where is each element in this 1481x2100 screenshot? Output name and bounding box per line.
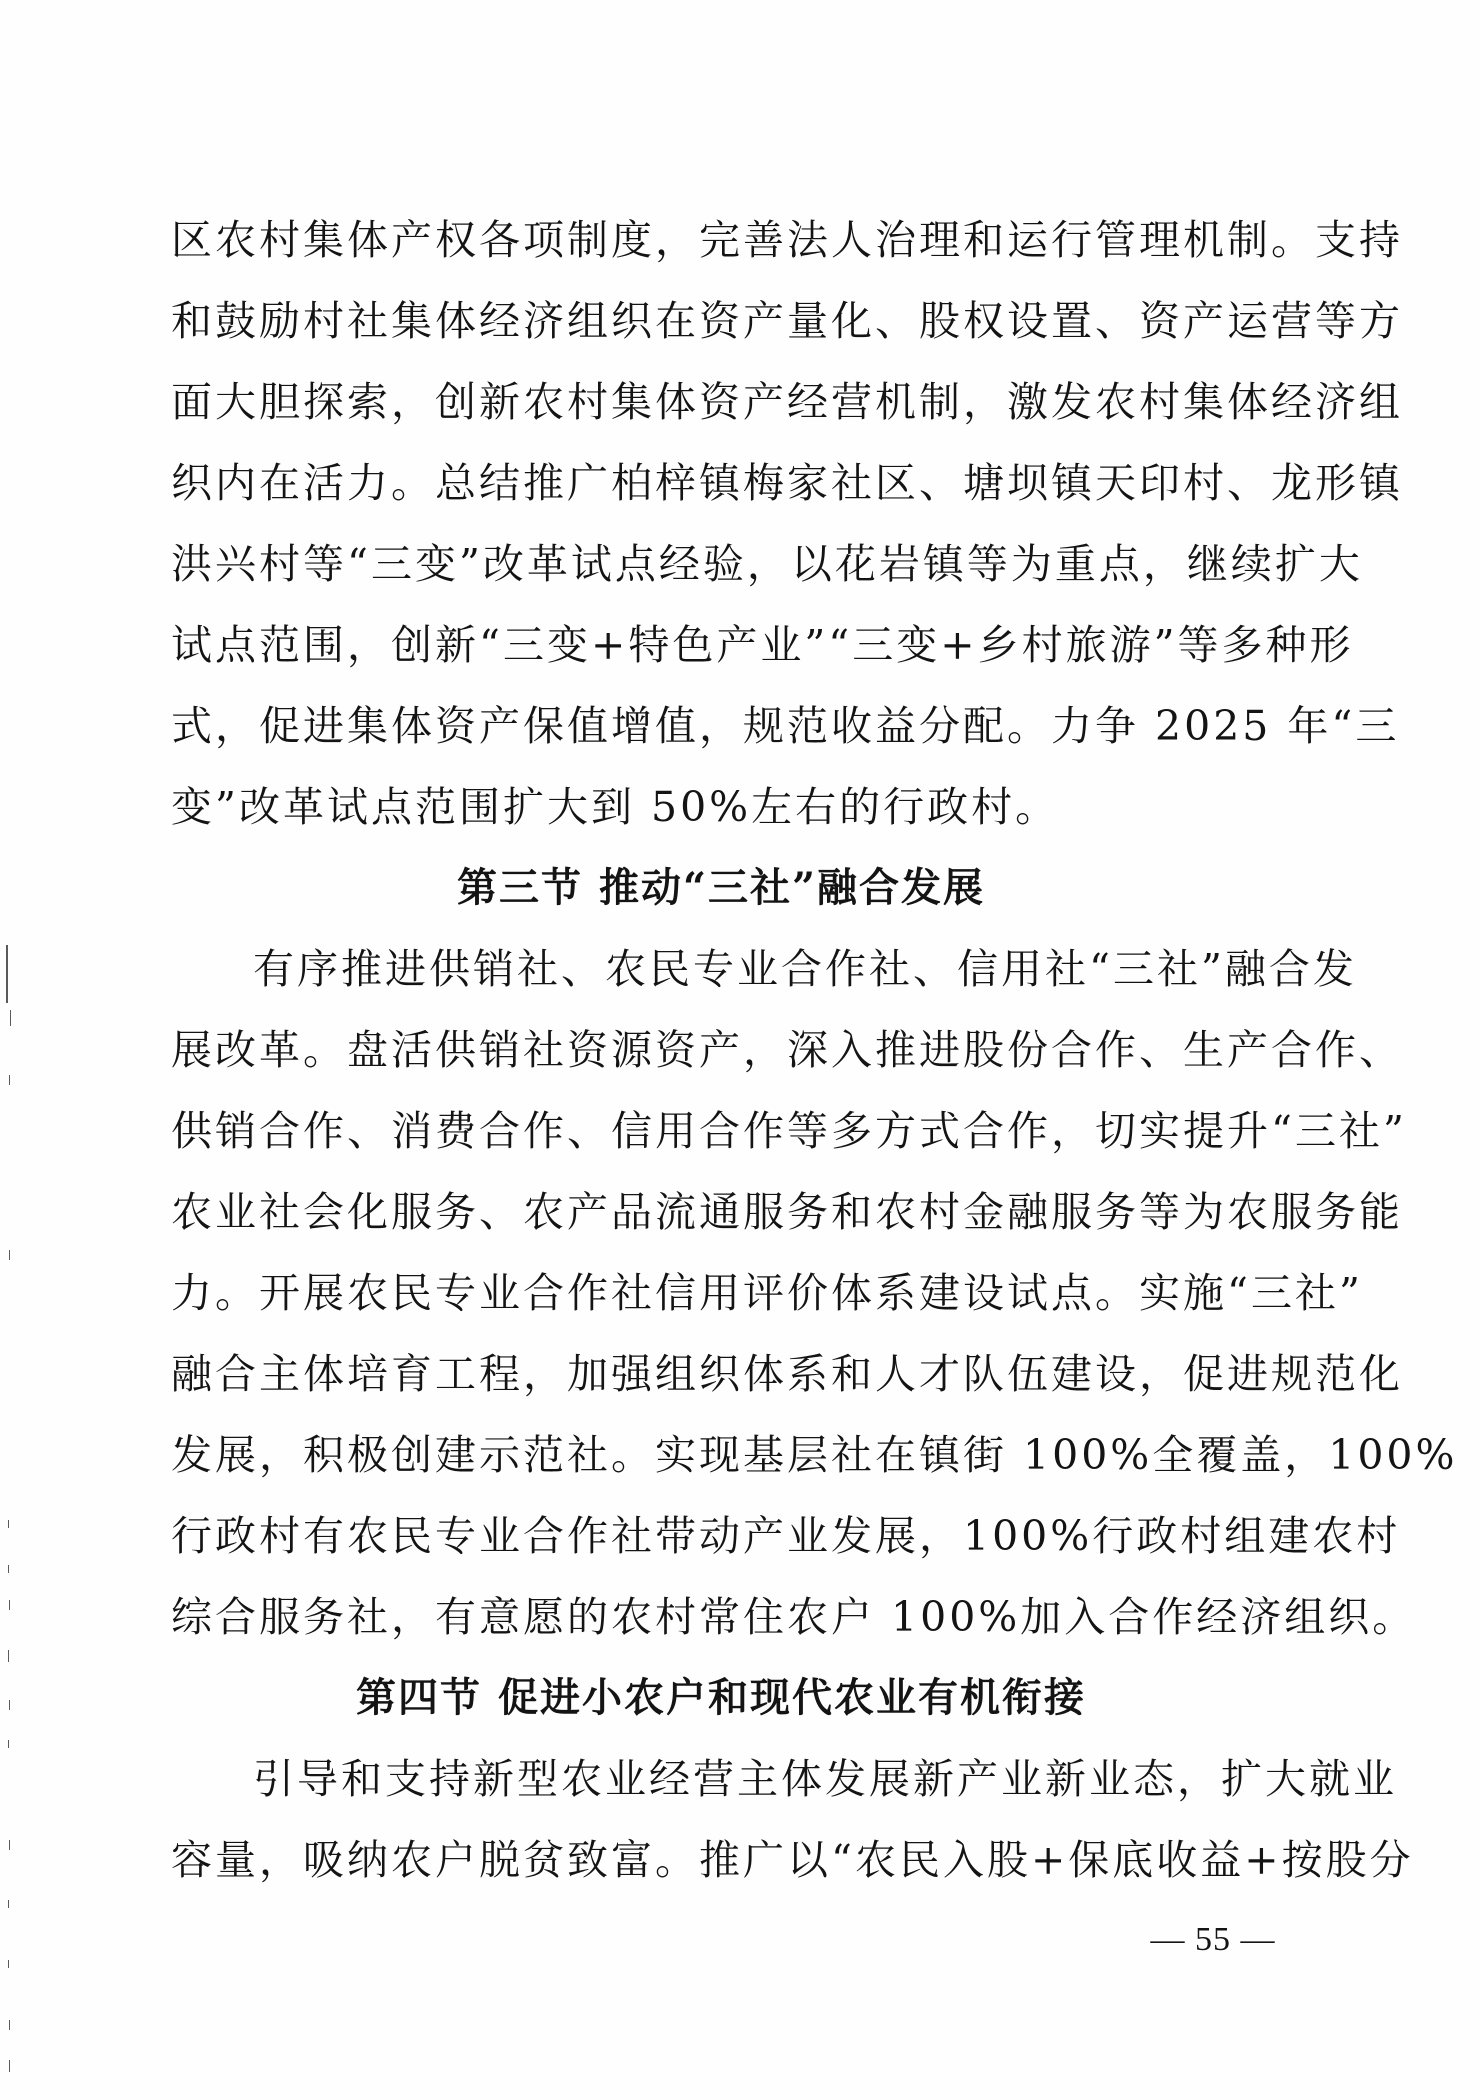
scan-artifact <box>9 2060 10 2072</box>
section-heading: 第四节 促进小农户和现代农业有机衔接 <box>356 1674 1086 1721</box>
paragraph-line: 容量，吸纳农户脱贫致富。推广以“农民入股+保底收益+按股分 <box>171 1836 1414 1884</box>
paragraph-line: 引导和支持新型农业经营主体发展新产业新业态，扩大就业 <box>253 1755 1397 1803</box>
paragraph-line: 融合主体培育工程，加强组织体系和人才队伍建设，促进规范化 <box>171 1350 1403 1398</box>
paragraph-line: 和鼓励村社集体经济组织在资产量化、股权设置、资产运营等方 <box>171 297 1403 345</box>
page-number: — 55 — <box>1150 1921 1276 1958</box>
scan-artifact <box>8 1960 9 1968</box>
scan-artifact <box>8 1900 9 1908</box>
scan-artifact <box>6 945 8 1003</box>
paragraph-line: 区农村集体产权各项制度，完善法人治理和运行管理机制。支持 <box>171 216 1403 264</box>
scan-artifact <box>8 1520 9 1528</box>
scan-artifact <box>9 1075 10 1085</box>
scan-artifact <box>8 1650 9 1662</box>
paragraph-line: 发展，积极创建示范社。实现基层社在镇街 100%全覆盖，100% <box>171 1431 1458 1479</box>
scan-artifact <box>8 1565 9 1573</box>
scan-artifact <box>9 1250 10 1260</box>
scan-artifact <box>10 1010 11 1026</box>
paragraph-line: 行政村有农民专业合作社带动产业发展，100%行政村组建农村 <box>171 1512 1401 1560</box>
paragraph-line: 供销合作、消费合作、信用合作等多方式合作，切实提升“三社” <box>171 1107 1407 1155</box>
paragraph-line: 农业社会化服务、农产品流通服务和农村金融服务等为农服务能 <box>171 1188 1403 1236</box>
paragraph-line: 展改革。盘活供销社资源资产，深入推进股份合作、生产合作、 <box>171 1026 1403 1074</box>
paragraph-line: 面大胆探索，创新农村集体资产经营机制，激发农村集体经济组 <box>171 378 1403 426</box>
paragraph-line: 变”改革试点范围扩大到 50%左右的行政村。 <box>171 783 1060 831</box>
paragraph-line: 试点范围，创新“三变+特色产业”“三变+乡村旅游”等多种形 <box>171 621 1354 669</box>
scan-artifact <box>9 1700 10 1710</box>
scan-artifact <box>9 2020 10 2030</box>
paragraph-line: 式，促进集体资产保值增值，规范收益分配。力争 2025 年“三 <box>171 702 1400 750</box>
paragraph-line: 有序推进供销社、农民专业合作社、信用社“三社”融合发 <box>253 945 1357 993</box>
paragraph-line: 力。开展农民专业合作社信用评价体系建设试点。实施“三社” <box>171 1269 1363 1317</box>
scan-artifact <box>8 1740 9 1748</box>
scan-artifact <box>9 1840 10 1850</box>
scan-artifact <box>9 1600 10 1610</box>
section-heading: 第三节 推动“三社”融合发展 <box>457 864 985 911</box>
paragraph-line: 综合服务社，有意愿的农村常住农户 100%加入合作经济组织。 <box>171 1593 1417 1641</box>
paragraph-line: 织内在活力。总结推广柏梓镇梅家社区、塘坝镇天印村、龙形镇 <box>171 459 1403 507</box>
paragraph-line: 洪兴村等“三变”改革试点经验，以花岩镇等为重点，继续扩大 <box>171 540 1363 588</box>
